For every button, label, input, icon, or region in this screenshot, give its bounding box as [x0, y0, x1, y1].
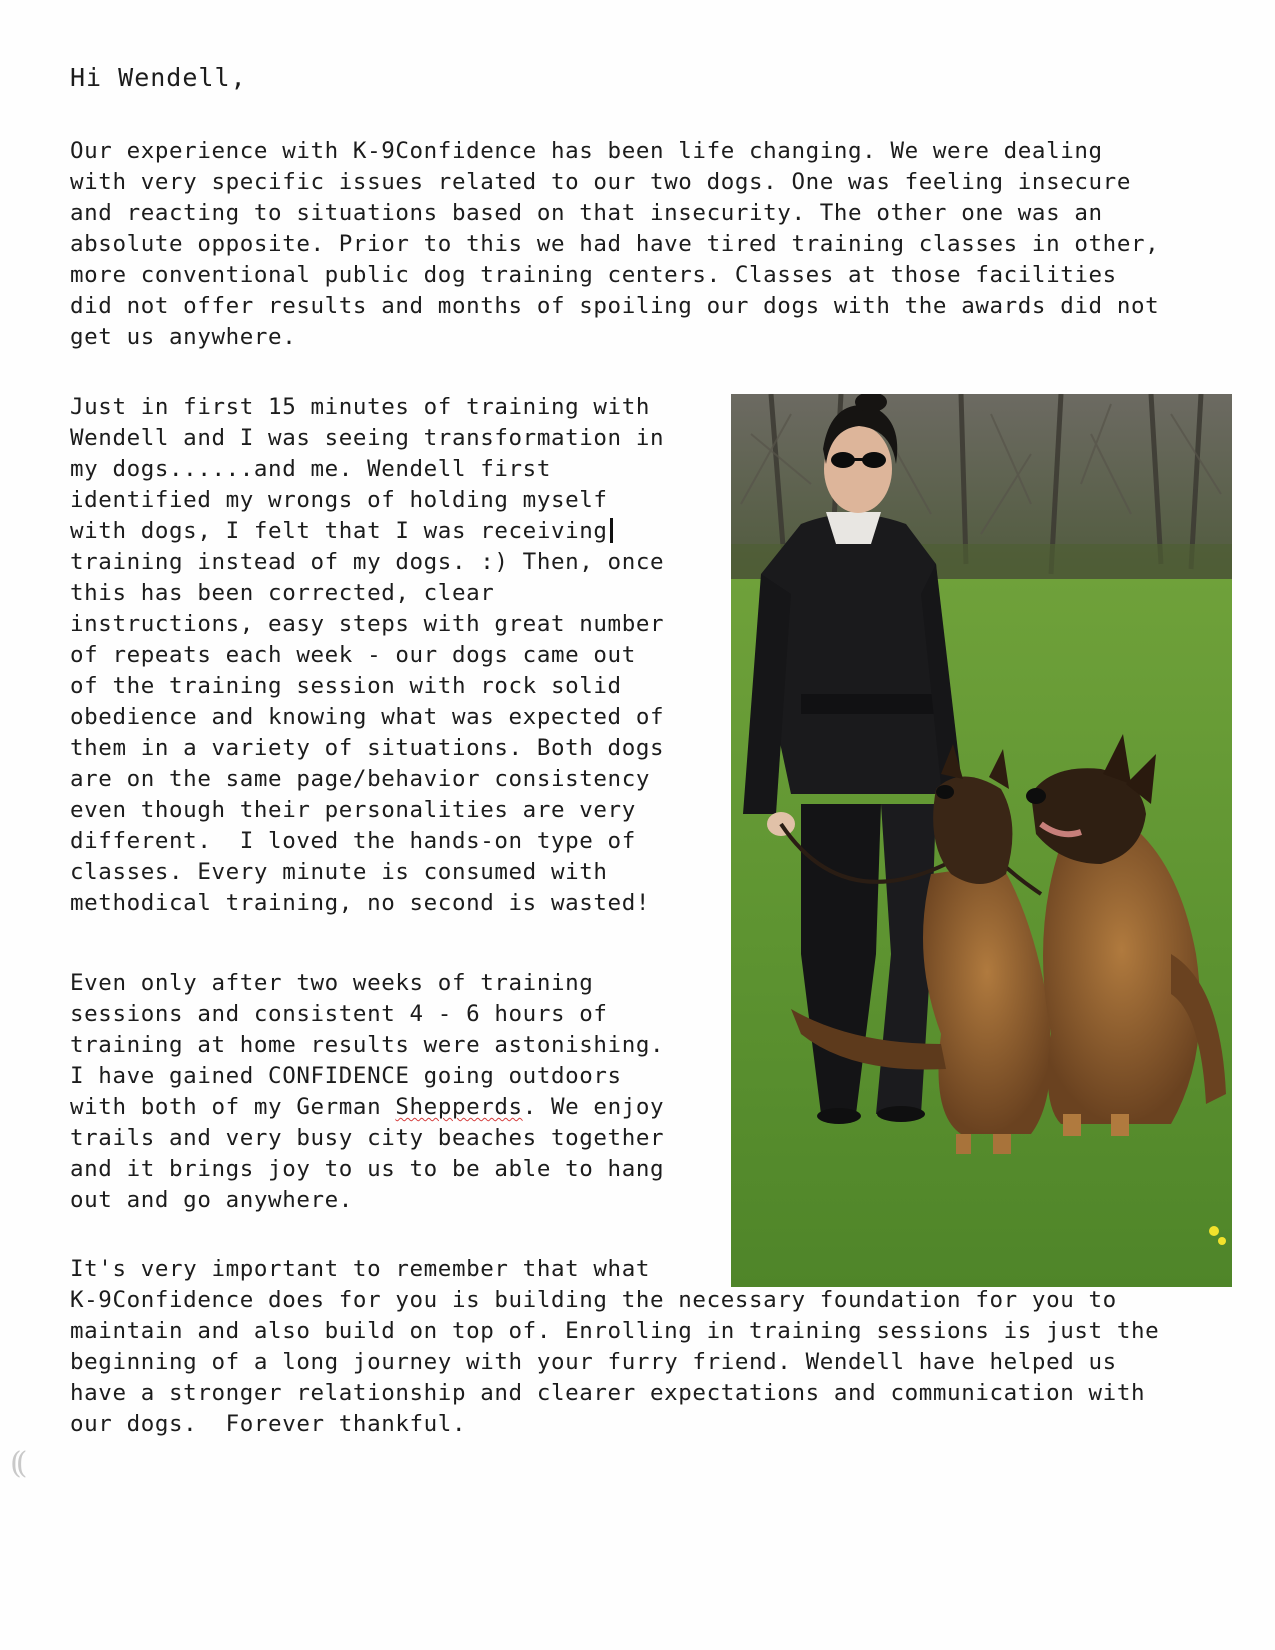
- text-line: have a stronger relationship and clearer expectations and communication with: [70, 1380, 1146, 1406]
- text-line: methodical training, no second is wasted!: [70, 890, 650, 916]
- text-line: Just in first 15 minutes of training with: [70, 394, 650, 420]
- text-line: sessions and consistent 4 - 6 hours of: [70, 1001, 608, 1027]
- text-line: with both of my German Shepperds. We enjoy: [70, 1094, 665, 1120]
- text-line: Wendell and I was seeing transformation in: [70, 425, 665, 451]
- paragraph-intro: [70, 136, 1159, 353]
- photo-woman-with-two-german-shepherds: [731, 394, 1232, 1287]
- text-line: did not offer results and months of spoiling our dogs with the awards did not: [70, 293, 1160, 319]
- text-line: classes. Every minute is consumed with: [70, 859, 608, 885]
- text-line: I have gained CONFIDENCE going outdoors: [70, 1063, 622, 1089]
- text-line: are on the same page/behavior consistency: [70, 766, 650, 792]
- text-line: out and go anywhere.: [70, 1187, 353, 1213]
- text-line: them in a variety of situations. Both dogs: [70, 735, 665, 761]
- paragraph-first-session: [70, 392, 664, 919]
- text-line: training instead of my dogs. :) Then, once: [70, 549, 665, 575]
- text-line: K-9Confidence does for you is building the necessary foundation for you to: [70, 1287, 1117, 1313]
- text-line: our dogs. Forever thankful.: [70, 1411, 467, 1437]
- misspelled-word: Shepperds: [395, 1094, 523, 1120]
- text-line: absolute opposite. Prior to this we had have tired training classes in other,: [70, 231, 1160, 257]
- text-line: beginning of a long journey with your furry friend. Wendell have helped us: [70, 1349, 1117, 1375]
- text-line: It's very important to remember that what: [70, 1256, 650, 1282]
- text-line: identified my wrongs of holding myself: [70, 487, 608, 513]
- text-line: different. I loved the hands-on type of: [70, 828, 636, 854]
- photo-illustration: [731, 394, 1232, 1287]
- text-line: even though their personalities are very: [70, 797, 636, 823]
- text-line: Even only after two weeks of training: [70, 970, 594, 996]
- text-line: with dogs, I felt that I was receiving: [70, 516, 664, 547]
- text-line: trails and very busy city beaches together: [70, 1125, 665, 1151]
- text-line: my dogs......and me. Wendell first: [70, 456, 551, 482]
- text-line: obedience and knowing what was expected of: [70, 704, 665, 730]
- text-line: Our experience with K-9Confidence has been life changing. We were dealing: [70, 138, 1103, 164]
- text-cursor: [610, 518, 613, 543]
- text-line: this has been corrected, clear: [70, 580, 495, 606]
- text-line: get us anywhere.: [70, 324, 297, 350]
- text-line: instructions, easy steps with great number: [70, 611, 665, 637]
- text-line: and reacting to situations based on that insecurity. The other one was an: [70, 200, 1103, 226]
- text-line: with very specific issues related to our two dogs. One was feeling insecure: [70, 169, 1131, 195]
- margin-scan-mark: ((: [10, 1446, 22, 1481]
- text-line: training at home results were astonishing.: [70, 1032, 665, 1058]
- letter-greeting: Hi Wendell,: [70, 63, 247, 92]
- text-line: maintain and also build on top of. Enrolling in training sessions is just the: [70, 1318, 1160, 1344]
- text-line: of the training session with rock solid: [70, 673, 622, 699]
- text-line: and it brings joy to us to be able to hang: [70, 1156, 665, 1182]
- text-line: more conventional public dog training centers. Classes at those facilities: [70, 262, 1117, 288]
- paragraph-results: [70, 968, 664, 1216]
- text-line: of repeats each week - our dogs came out: [70, 642, 636, 668]
